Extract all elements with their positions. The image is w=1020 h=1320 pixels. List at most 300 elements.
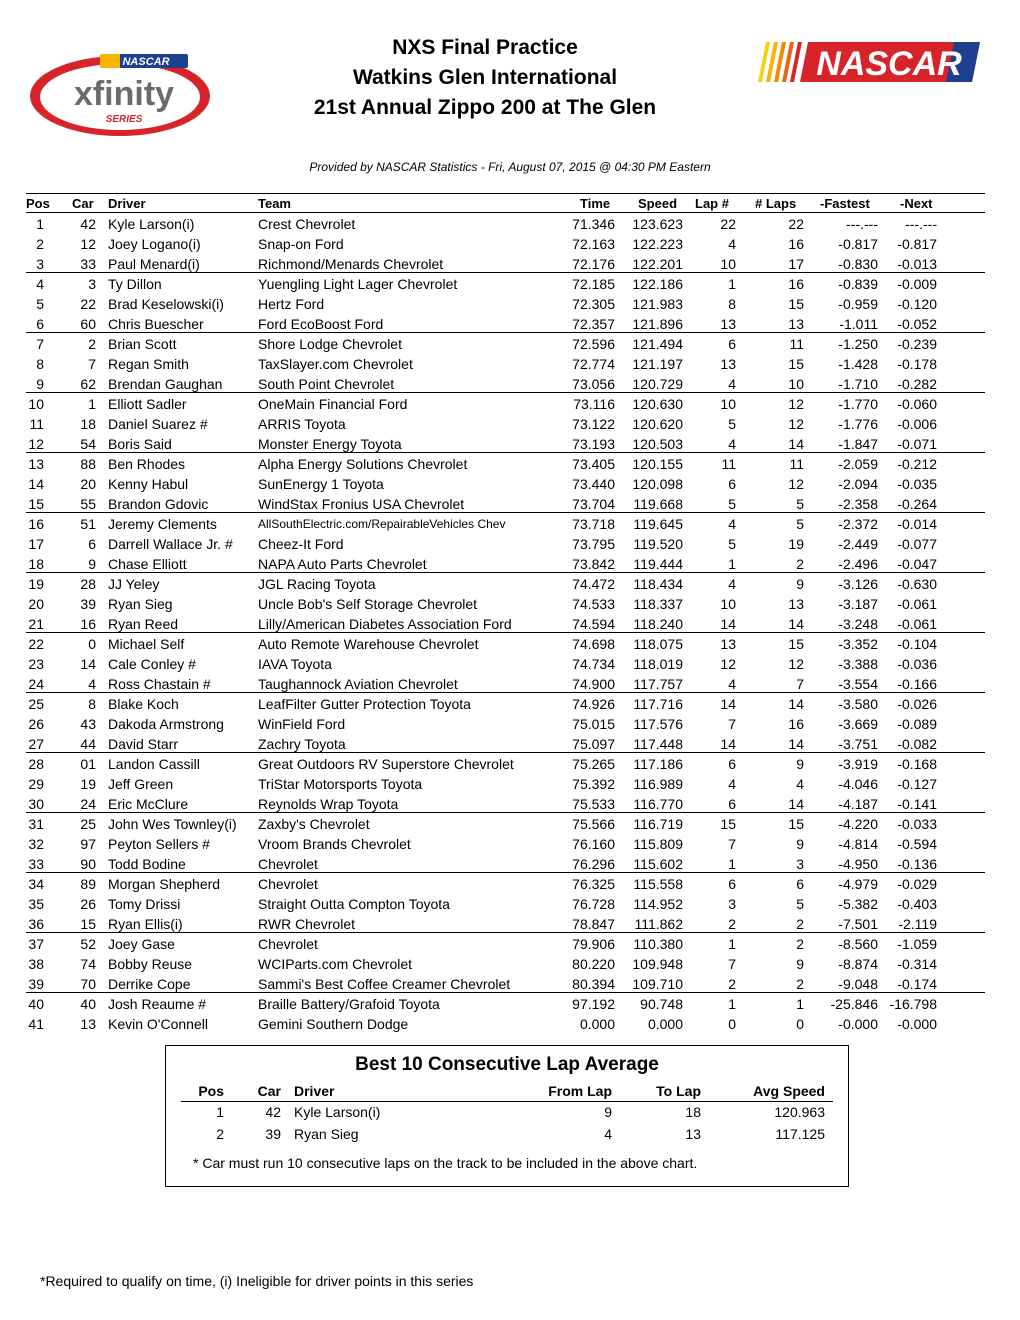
row-time: 75.265 — [572, 756, 615, 772]
header-laps: # Laps — [755, 196, 797, 211]
table-row — [26, 573, 985, 593]
row-driver: Chris Buescher — [108, 316, 204, 332]
table-row — [26, 733, 985, 753]
row-speed: 122.186 — [632, 276, 683, 292]
row-pos: 27 — [28, 736, 44, 752]
row-time: 72.357 — [572, 316, 615, 332]
row-driver: JJ Yeley — [108, 576, 160, 592]
svg-text:NASCAR: NASCAR — [122, 56, 170, 68]
row-lap-number: 7 — [728, 716, 736, 732]
row-lap-number: 1 — [728, 936, 736, 952]
row-fastest: -2.449 — [838, 536, 878, 552]
row-speed: 118.337 — [633, 596, 683, 612]
row-speed: 110.380 — [633, 936, 683, 952]
row-team: South Point Chevrolet — [258, 376, 395, 392]
row-team: Braille Battery/Grafoid Toyota — [258, 996, 440, 1012]
row-laps: 22 — [788, 216, 804, 232]
row-driver: Tomy Drissi — [108, 896, 181, 912]
row-car: 8 — [88, 696, 96, 712]
table-body — [26, 213, 985, 1033]
row-time: 97.192 — [572, 996, 615, 1012]
xfinity-series-logo — [28, 50, 218, 142]
row-driver: Josh Reaume # — [108, 996, 207, 1012]
table-row — [26, 353, 985, 373]
row-time: 73.193 — [572, 436, 615, 452]
row-fastest: -3.126 — [838, 576, 878, 592]
row-driver: Daniel Suarez # — [108, 416, 208, 432]
report-title — [235, 33, 735, 123]
row-speed: 117.716 — [633, 696, 683, 712]
row-car: 6 — [88, 536, 96, 552]
row-car: 2 — [88, 336, 96, 352]
row-pos: 5 — [36, 296, 44, 312]
row-lap-number: 4 — [728, 436, 736, 452]
row-driver: Bobby Reuse — [108, 956, 193, 972]
row-pos: 29 — [28, 776, 44, 792]
row-speed: 120.620 — [632, 416, 683, 432]
row-car: 12 — [80, 236, 96, 252]
table-row — [26, 293, 985, 313]
best-row-car: 42 — [265, 1104, 281, 1120]
row-car: 15 — [80, 916, 96, 932]
row-next: -2.119 — [898, 916, 937, 932]
row-driver: Darrell Wallace Jr. # — [108, 536, 233, 552]
row-next: -0.594 — [897, 836, 937, 852]
row-speed: 115.558 — [633, 876, 683, 892]
row-lap-number: 14 — [720, 696, 736, 712]
row-team: Chevrolet — [258, 876, 318, 892]
row-time: 73.842 — [572, 556, 615, 572]
row-laps: 13 — [788, 596, 804, 612]
table-row — [26, 553, 985, 573]
row-next: -0.014 — [897, 516, 937, 532]
row-lap-number: 5 — [728, 496, 736, 512]
row-laps: 9 — [796, 576, 804, 592]
row-team: Shore Lodge Chevrolet — [258, 336, 402, 352]
row-lap-number: 6 — [728, 876, 736, 892]
row-next: -0.264 — [897, 496, 937, 512]
row-team: Ford EcoBoost Ford — [258, 316, 384, 332]
row-fastest: -5.382 — [838, 896, 878, 912]
row-fastest: -3.248 — [838, 616, 878, 632]
row-fastest: -1.770 — [838, 396, 878, 412]
row-time: 72.176 — [572, 256, 615, 272]
row-driver: Paul Menard(i) — [108, 256, 200, 272]
row-time: 79.906 — [572, 936, 615, 952]
table-row — [26, 333, 985, 353]
row-driver: Dakoda Armstrong — [108, 716, 224, 732]
table-row — [26, 513, 985, 533]
row-time: 76.728 — [572, 896, 615, 912]
row-team: Crest Chevrolet — [258, 216, 356, 232]
row-next: -0.033 — [897, 816, 937, 832]
row-pos: 30 — [28, 796, 44, 812]
row-time: 75.015 — [572, 716, 615, 732]
table-row — [26, 413, 985, 433]
table-row — [26, 393, 985, 413]
row-time: 0.000 — [579, 1016, 615, 1032]
best-10-row — [181, 1104, 833, 1126]
row-time: 73.795 — [572, 536, 615, 552]
table-row — [26, 833, 985, 853]
row-speed: 118.240 — [633, 616, 683, 632]
row-pos: 37 — [28, 936, 44, 952]
best-header-from-lap: From Lap — [548, 1083, 612, 1099]
row-laps: 10 — [788, 376, 804, 392]
header-driver: Driver — [108, 196, 146, 211]
row-time: 74.533 — [572, 596, 615, 612]
row-laps: 15 — [788, 296, 804, 312]
row-pos: 16 — [28, 516, 44, 532]
row-time: 71.346 — [572, 216, 615, 232]
row-lap-number: 10 — [720, 256, 736, 272]
table-row — [26, 713, 985, 733]
row-next: -0.141 — [897, 796, 937, 812]
row-lap-number: 4 — [728, 676, 736, 692]
best-row-to-lap: 18 — [685, 1104, 701, 1120]
table-row — [26, 793, 985, 813]
row-car: 90 — [80, 856, 96, 872]
row-time: 74.594 — [572, 616, 615, 632]
row-next: -0.089 — [897, 716, 937, 732]
row-lap-number: 15 — [720, 816, 736, 832]
row-speed: 0.000 — [647, 1016, 683, 1032]
row-team: LeafFilter Gutter Protection Toyota — [258, 696, 471, 712]
row-car: 55 — [80, 496, 96, 512]
row-next: -0.009 — [897, 276, 937, 292]
table-row — [26, 653, 985, 673]
row-car: 62 — [80, 376, 96, 392]
row-fastest: -0.959 — [838, 296, 878, 312]
row-next: -16.798 — [889, 996, 937, 1012]
row-speed: 118.019 — [633, 656, 683, 672]
row-laps: 14 — [788, 736, 804, 752]
row-team: TriStar Motorsports Toyota — [258, 776, 423, 792]
row-car: 40 — [80, 996, 96, 1012]
row-team: IAVA Toyota — [258, 656, 332, 672]
row-time: 72.163 — [572, 236, 615, 252]
row-pos: 22 — [28, 636, 44, 652]
row-next: -0.052 — [897, 316, 937, 332]
row-speed: 109.710 — [632, 976, 683, 992]
row-fastest: -3.554 — [838, 676, 878, 692]
table-row — [26, 593, 985, 613]
row-car: 25 — [80, 816, 96, 832]
row-driver: Kevin O'Connell — [108, 1016, 208, 1032]
row-pos: 31 — [28, 816, 44, 832]
row-time: 80.394 — [572, 976, 615, 992]
row-team: WinField Ford — [258, 716, 346, 732]
header-next: -Next — [900, 196, 933, 211]
table-row — [26, 913, 985, 933]
row-speed: 116.989 — [633, 776, 683, 792]
row-pos: 21 — [28, 616, 44, 632]
best-10-note: * Car must run 10 consecutive laps on the track to be included in the above chart. — [193, 1155, 698, 1171]
row-fastest: -3.388 — [838, 656, 878, 672]
row-lap-number: 6 — [728, 336, 736, 352]
row-laps: 16 — [788, 236, 804, 252]
row-laps: 12 — [788, 416, 804, 432]
row-speed: 117.576 — [633, 716, 683, 732]
row-team: Vroom Brands Chevrolet — [258, 836, 411, 852]
row-driver: Brian Scott — [108, 336, 177, 352]
row-time: 73.440 — [572, 476, 615, 492]
row-driver: Ben Rhodes — [108, 456, 186, 472]
row-pos: 23 — [28, 656, 44, 672]
row-lap-number: 10 — [720, 596, 736, 612]
row-fastest: -0.000 — [838, 1016, 878, 1032]
row-car: 42 — [80, 216, 96, 232]
row-laps: 14 — [788, 696, 804, 712]
row-speed: 121.983 — [632, 296, 683, 312]
row-lap-number: 6 — [728, 796, 736, 812]
svg-text:NASCAR: NASCAR — [816, 45, 962, 83]
header-fastest: -Fastest — [820, 196, 870, 211]
results-table — [26, 193, 985, 1033]
header-lap-number: Lap # — [695, 196, 729, 211]
row-speed: 90.748 — [640, 996, 683, 1012]
table-row — [26, 813, 985, 833]
row-driver: Jeremy Clements — [108, 516, 217, 532]
row-laps: 14 — [788, 616, 804, 632]
row-laps: 4 — [796, 776, 804, 792]
row-car: 4 — [88, 676, 96, 692]
row-team: Yuengling Light Lager Chevrolet — [258, 276, 458, 292]
row-car: 52 — [80, 936, 96, 952]
row-time: 76.296 — [572, 856, 615, 872]
row-speed: 120.098 — [632, 476, 683, 492]
row-lap-number: 14 — [720, 736, 736, 752]
row-time: 72.305 — [572, 296, 615, 312]
best-row-avg-speed: 120.963 — [774, 1104, 825, 1120]
row-team: AllSouthElectric.com/RepairableVehicles Chev — [258, 517, 506, 531]
row-pos: 32 — [28, 836, 44, 852]
row-driver: Elliott Sadler — [108, 396, 187, 412]
row-speed: 115.809 — [633, 836, 683, 852]
row-driver: Ryan Reed — [108, 616, 179, 632]
row-time: 75.533 — [572, 796, 615, 812]
row-car: 13 — [80, 1016, 96, 1032]
row-speed: 120.503 — [632, 436, 683, 452]
row-lap-number: 1 — [728, 856, 736, 872]
row-next: -0.174 — [897, 976, 937, 992]
row-team: RWR Chevrolet — [258, 916, 355, 932]
row-next: -0.239 — [897, 336, 937, 352]
row-lap-number: 6 — [728, 476, 736, 492]
row-next: -0.060 — [897, 396, 937, 412]
row-next: -0.000 — [897, 1016, 937, 1032]
table-row — [26, 213, 985, 233]
table-row — [26, 453, 985, 473]
row-time: 76.325 — [572, 876, 615, 892]
best-row-driver: Kyle Larson(i) — [294, 1104, 381, 1120]
title-track: Watkins Glen International — [352, 66, 618, 89]
row-speed: 116.770 — [633, 796, 683, 812]
row-time: 73.405 — [572, 456, 615, 472]
row-lap-number: 6 — [728, 756, 736, 772]
row-driver: Eric McClure — [108, 796, 189, 812]
row-car: 60 — [80, 316, 96, 332]
row-driver: David Starr — [108, 736, 179, 752]
row-driver: Kyle Larson(i) — [108, 216, 195, 232]
row-pos: 9 — [36, 376, 44, 392]
row-pos: 35 — [28, 896, 44, 912]
row-team: OneMain Financial Ford — [258, 396, 408, 412]
row-time: 74.900 — [572, 676, 615, 692]
row-next: -0.036 — [897, 656, 937, 672]
title-session: NXS Final Practice — [392, 36, 578, 59]
row-lap-number: 7 — [728, 956, 736, 972]
row-team: Zaxby's Chevrolet — [258, 816, 370, 832]
row-car: 3 — [88, 276, 96, 292]
row-pos: 25 — [28, 696, 44, 712]
row-driver: Ross Chastain # — [108, 676, 211, 692]
row-next: ---.--- — [905, 216, 937, 232]
row-car: 14 — [80, 656, 96, 672]
row-car: 01 — [80, 756, 96, 772]
row-pos: 20 — [28, 596, 44, 612]
row-driver: Michael Self — [108, 636, 185, 652]
row-fastest: -3.580 — [838, 696, 878, 712]
row-laps: 15 — [788, 356, 804, 372]
row-laps: 9 — [796, 756, 804, 772]
row-next: -0.127 — [897, 776, 937, 792]
row-pos: 24 — [28, 676, 44, 692]
row-lap-number: 11 — [721, 456, 736, 472]
row-car: 88 — [80, 456, 96, 472]
row-laps: 9 — [796, 836, 804, 852]
row-fastest: -1.776 — [838, 416, 878, 432]
row-speed: 118.075 — [633, 636, 683, 652]
row-next: -0.403 — [897, 896, 937, 912]
table-row — [26, 233, 985, 253]
row-driver: Boris Said — [108, 436, 172, 452]
row-lap-number: 13 — [720, 316, 736, 332]
row-lap-number: 1 — [728, 276, 736, 292]
row-lap-number: 14 — [720, 616, 736, 632]
row-car: 44 — [80, 736, 96, 752]
best-header-driver: Driver — [294, 1083, 335, 1099]
row-speed: 121.896 — [632, 316, 683, 332]
row-driver: Ty Dillon — [108, 276, 162, 292]
row-speed: 119.520 — [633, 536, 683, 552]
row-car: 70 — [80, 976, 96, 992]
row-team: SunEnergy 1 Toyota — [258, 476, 384, 492]
table-row — [26, 433, 985, 453]
row-pos: 39 — [28, 976, 44, 992]
row-laps: 3 — [796, 856, 804, 872]
row-pos: 11 — [29, 416, 44, 432]
row-pos: 13 — [28, 456, 44, 472]
row-team: Richmond/Menards Chevrolet — [258, 256, 444, 272]
row-next: -0.104 — [897, 636, 937, 652]
row-laps: 19 — [788, 536, 804, 552]
row-driver: John Wes Townley(i) — [108, 816, 237, 832]
row-team: Monster Energy Toyota — [258, 436, 402, 452]
row-driver: Brendan Gaughan — [108, 376, 223, 392]
row-lap-number: 13 — [720, 636, 736, 652]
row-laps: 2 — [796, 936, 804, 952]
row-next: -0.026 — [897, 696, 937, 712]
best-10-header — [181, 1083, 833, 1102]
row-next: -0.630 — [897, 576, 937, 592]
row-car: 54 — [80, 436, 96, 452]
row-driver: Jeff Green — [108, 776, 174, 792]
row-lap-number: 4 — [728, 516, 736, 532]
best-10-row — [181, 1126, 833, 1148]
header-team: Team — [258, 196, 291, 211]
row-pos: 19 — [28, 576, 44, 592]
row-laps: 6 — [796, 876, 804, 892]
row-speed: 114.952 — [633, 896, 683, 912]
row-car: 33 — [80, 256, 96, 272]
row-time: 75.097 — [572, 736, 615, 752]
row-next: -0.212 — [897, 456, 937, 472]
table-row — [26, 473, 985, 493]
row-laps: 11 — [789, 456, 804, 472]
best-row-from-lap: 4 — [604, 1126, 612, 1142]
header-time: Time — [580, 196, 611, 211]
provided-by-line: Provided by NASCAR Statistics - Fri, August 07, 2015 @ 04:30 PM Eastern — [309, 160, 711, 174]
row-time: 74.472 — [572, 576, 615, 592]
row-next: -0.120 — [897, 296, 937, 312]
row-speed: 118.434 — [633, 576, 683, 592]
row-next: -0.282 — [897, 376, 937, 392]
row-lap-number: 3 — [728, 896, 736, 912]
row-lap-number: 1 — [728, 996, 736, 1012]
row-lap-number: 12 — [720, 656, 736, 672]
row-laps: 5 — [796, 496, 804, 512]
row-team: Auto Remote Warehouse Chevrolet — [258, 636, 479, 652]
row-team: WindStax Fronius USA Chevrolet — [258, 496, 465, 512]
row-lap-number: 10 — [720, 396, 736, 412]
row-laps: 2 — [796, 556, 804, 572]
row-fastest: -2.496 — [838, 556, 878, 572]
row-laps: 12 — [788, 476, 804, 492]
row-speed: 109.948 — [632, 956, 683, 972]
best-row-pos: 1 — [216, 1104, 224, 1120]
row-laps: 16 — [788, 276, 804, 292]
row-team: WCIParts.com Chevrolet — [258, 956, 413, 972]
row-time: 75.566 — [572, 816, 615, 832]
row-car: 18 — [80, 416, 96, 432]
row-driver: Morgan Shepherd — [108, 876, 221, 892]
table-row — [26, 773, 985, 793]
svg-text:xfinity: xfinity — [73, 75, 175, 113]
row-driver: Ryan Sieg — [108, 596, 173, 612]
best-header-pos: Pos — [198, 1083, 224, 1099]
row-time: 72.774 — [572, 356, 615, 372]
row-pos: 4 — [36, 276, 44, 292]
row-team: ARRIS Toyota — [258, 416, 346, 432]
row-laps: 9 — [796, 956, 804, 972]
row-pos: 1 — [36, 216, 44, 232]
row-fastest: -7.501 — [838, 916, 878, 932]
best-header-to-lap: To Lap — [656, 1083, 701, 1099]
row-fastest: -4.979 — [838, 876, 878, 892]
row-next: -1.059 — [897, 936, 937, 952]
row-lap-number: 5 — [728, 536, 736, 552]
row-laps: 16 — [788, 716, 804, 732]
row-team: Straight Outta Compton Toyota — [258, 896, 450, 912]
row-team: Snap-on Ford — [258, 236, 344, 252]
svg-text:SERIES: SERIES — [105, 114, 143, 125]
row-team: Alpha Energy Solutions Chevrolet — [258, 456, 468, 472]
row-fastest: -1.011 — [839, 316, 878, 332]
best-row-avg-speed: 117.125 — [775, 1126, 825, 1142]
row-speed: 116.719 — [633, 816, 683, 832]
row-time: 72.596 — [572, 336, 615, 352]
